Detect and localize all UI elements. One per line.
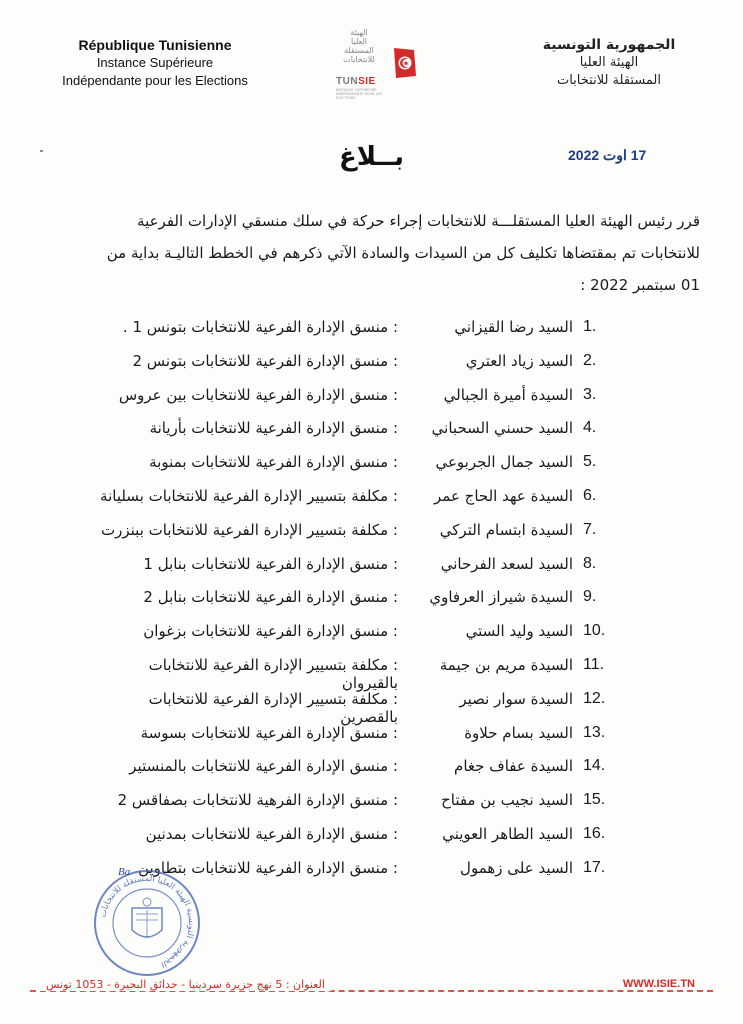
list-item-role: : منسق الإدارة الفرعية للانتخابات بتونس 1 . (122, 318, 398, 336)
list-item-name: السيد نجيب بن مفتاح (441, 791, 573, 810)
list-item-name: السيدة عفاف جغام (454, 757, 573, 776)
list-item-number: 10. (583, 622, 606, 640)
list-item-number: 2. (583, 351, 597, 369)
handwritten-date: 17 اوت 2022 (568, 147, 647, 163)
header-ar-country: الجمهورية التونسية (542, 37, 676, 53)
header-fr-elections: Indépendante pour les Elections (62, 73, 248, 88)
list-item-number: 14. (583, 757, 606, 775)
page-title: بــلاغ (338, 142, 405, 172)
list-item-name: السيد بسام حلاوة (464, 723, 573, 742)
list-item-number: 7. (583, 520, 597, 538)
list-item-number: 4. (583, 419, 597, 437)
list-item-number: 13. (583, 723, 606, 741)
list-item-number: 16. (583, 825, 606, 842)
list-item-role: : منسق الإدارة الفرعية للانتخابات بأريانة (149, 419, 398, 438)
logo-arabic-text: الهيئة العليا المستقلة للانتخابات (343, 28, 375, 64)
list-item-number: 1. (583, 318, 597, 335)
list-item (0, 825, 743, 853)
list-item-role: : منسق الإدارة الفرعية للانتخابات بتطاوين (138, 858, 398, 877)
list-item-name: السيد حسني السحباني (431, 419, 573, 438)
list-item (0, 791, 743, 819)
list-item-number: 12. (583, 689, 606, 707)
list-item-role: : منسق الإدارة الفرعية للانتخابات بسوسة (140, 723, 398, 742)
list-item-name: السيد لسعد الفرحاني (440, 554, 573, 573)
list-item-name: السيد رضا القيزاني (454, 318, 573, 336)
list-item-role: : منسق الإدارة الفرعية للانتخابات بمدنين (145, 825, 398, 843)
paragraph-line-1: قرر رئيس الهيئة العليا المستقلـــة للانتخابات إجراء حركة في سلك منسقي الإدارات الفرعية (137, 212, 700, 230)
list-item-number: 9. (583, 588, 597, 606)
header-ar-instance: الهيئة العليا (579, 55, 639, 70)
logo-wordmark: TUNSIE (336, 76, 376, 87)
list-item-role: : منسق الإدارة الفرعية للانتخابات بين عروس (118, 385, 398, 404)
list-item-name: السيدة أميرة الجبالي (443, 385, 573, 404)
list-item-name: السيد الطاهر العويني (442, 825, 573, 843)
paragraph-line-2: للانتخابات تم بمقتضاها تكليف كل من السيدات والسادة الآتي ذكرهم في الخطط التاليـة بداية من (106, 244, 700, 262)
list-item-number: 8. (583, 554, 597, 572)
header-ar-elections: المستقلة للانتخابات (556, 73, 662, 88)
list-item (0, 555, 743, 583)
list-item-role: : منسق الإدارة الفرهية للانتخابات بصفاقس 2 (117, 791, 398, 810)
footer-website-link[interactable]: WWW.ISIE.TN (617, 978, 701, 990)
isie-logo (334, 26, 424, 102)
list-item-number: 3. (583, 385, 597, 403)
list-item-name: السيد جمال الجربوعي (435, 453, 573, 472)
tunisia-flag-icon (390, 46, 418, 80)
header-arabic (509, 36, 709, 90)
list-item-name: السيد على زهمول (460, 858, 573, 877)
list-item-number: 6. (583, 487, 597, 504)
list-item-number: 15. (583, 791, 606, 809)
list-item-role: : مكلفة بتسيير الإدارة الفرعية للانتخابات بالقصرين (148, 689, 398, 726)
list-item (0, 588, 743, 616)
list-item-role: : مكلفة بتسيير الإدارة الفرعية للانتخابات بالقيروان (148, 656, 398, 692)
list-item-role: : منسق الإدارة الفرعية للانتخابات بمنوبة (149, 453, 398, 472)
list-item-role: : منسق الإدارة الفرعية للانتخابات بنابل 2 (143, 588, 398, 607)
svg-text:الجمهورية التونسية الهيئة العل: الجمهورية التونسية الهيئة العليا المستقلة للانتخابات (98, 873, 197, 970)
list-item-name: السيدة ابتسام التركي (439, 520, 573, 539)
list-item-number: 11. (583, 656, 605, 673)
list-item (0, 352, 743, 380)
list-item-role: : مكلفة بتسيير الإدارة الفرعية للانتخابات بسليانة (100, 487, 398, 505)
list-item-role: : مكلفة بتسيير الإدارة الفرعية للانتخابات ببنزرت (101, 520, 398, 539)
list-item-name: السيدة عهد الحاج عمر (434, 487, 573, 505)
logo-subtitle: INSTANCE SUPERIEURE INDEPENDANTE POUR LES ELECTIONS (336, 88, 382, 100)
header-fr-instance: Instance Supérieure (96, 55, 214, 70)
list-item (0, 487, 743, 515)
list-item-role: : منسق الإدارة الفرعية للانتخابات بنابل 1 (143, 554, 398, 573)
list-item (0, 757, 743, 785)
header-french (40, 36, 270, 90)
list-item (0, 521, 743, 549)
footer (0, 978, 743, 1002)
list-item-name: السيد زياد العتري (465, 351, 573, 370)
list-item (0, 453, 743, 481)
list-item (0, 656, 743, 692)
list-item-number: 5. (583, 453, 597, 471)
footer-address: العنوان : 5 نهج جزيرة سردينيا - حدائق البحيرة - 1053 تونس (40, 978, 331, 991)
list-item-role: : منسق الإدارة الفرعية للانتخابات بتونس 2 (132, 351, 398, 370)
signature-mark: Ba (118, 866, 131, 878)
list-item-name: السيدة شيراز العرفاوي (429, 588, 573, 607)
list-item-name: السيد وليد الستي (465, 622, 573, 641)
list-item (0, 622, 743, 650)
list-item (0, 419, 743, 447)
list-item-role: : منسق الإدارة الفرعية للانتخابات بالمنستير (129, 757, 398, 776)
list-item (0, 318, 743, 346)
list-item-name: السيدة سوار نصير (459, 689, 573, 708)
paragraph-line-3: 01 سبتمبر 2022 : (580, 276, 700, 294)
official-stamp-icon (92, 868, 202, 978)
list-item-name: السيدة مريم بن جيمة (439, 656, 573, 674)
list-item-role: : منسق الإدارة الفرعية للانتخابات بزغوان (143, 622, 398, 641)
header-fr-country: République Tunisienne (78, 37, 232, 53)
list-item (0, 689, 743, 726)
announcement-paragraph (70, 205, 700, 301)
list-item-number: 17. (583, 858, 606, 876)
list-item (0, 724, 743, 752)
list-item (0, 386, 743, 414)
